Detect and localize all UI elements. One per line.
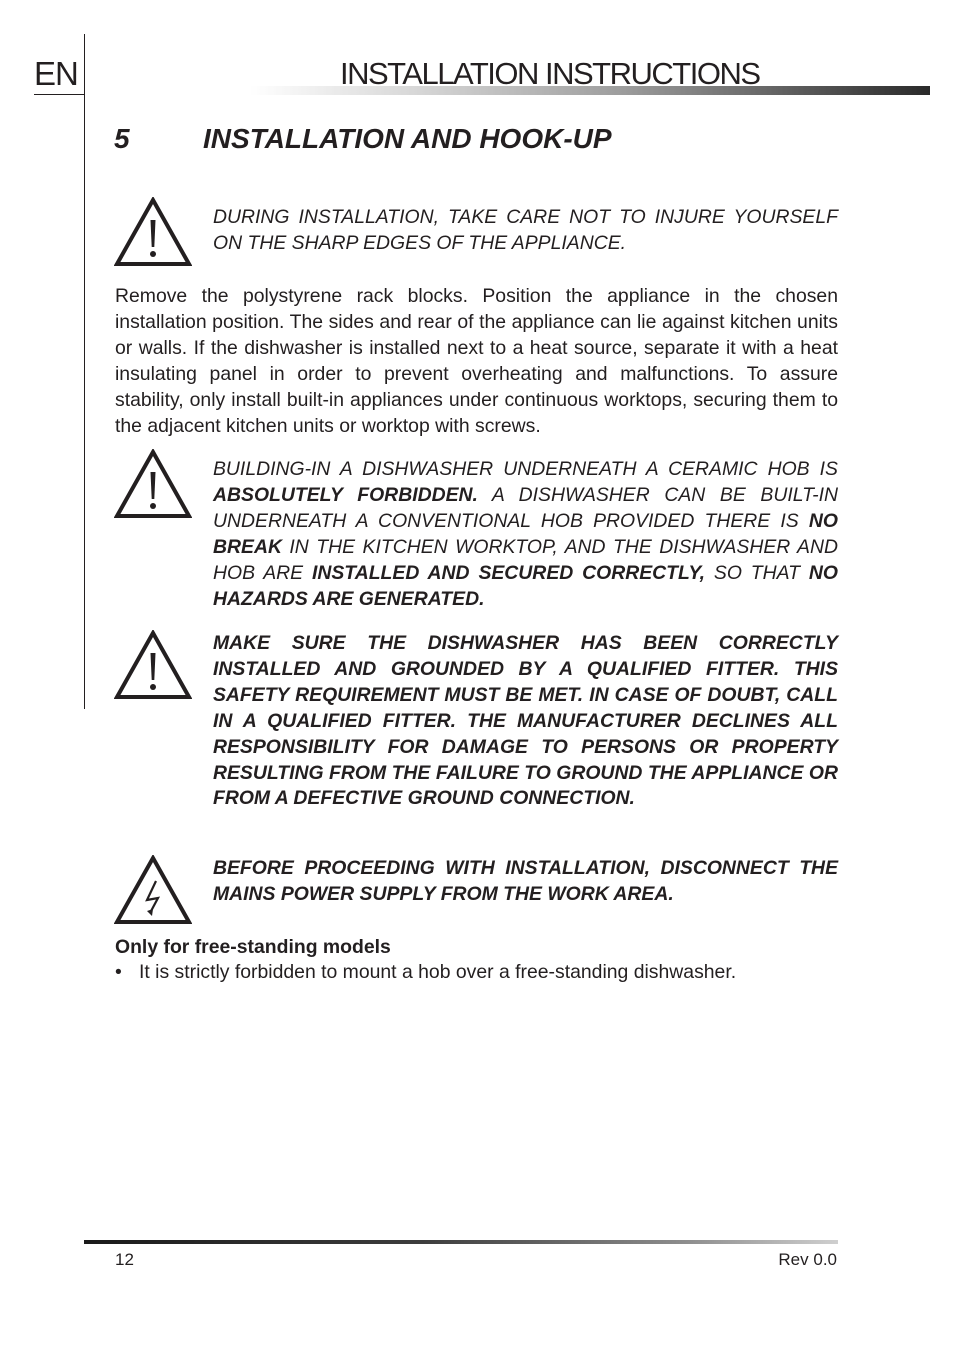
- header-short-rule: [34, 94, 85, 95]
- warning2-text-8: NO HAZARDS ARE GENERATED.: [213, 561, 838, 610]
- free-standing-heading: Only for free-standing models: [115, 936, 391, 958]
- warning-sharp-edges: DURING INSTALLATION, TAKE CARE NOT TO INJURE YOURSELF ON THE SHARP EDGES OF THE APPLIANCE.: [213, 206, 838, 254]
- warning-ceramic-hob: [213, 457, 838, 612]
- section-number: 5: [114, 123, 130, 154]
- electric-hazard-icon: [114, 855, 192, 925]
- warning-triangle-icon: [114, 197, 192, 267]
- warning-triangle-icon: [114, 630, 192, 700]
- section-heading: [114, 121, 612, 157]
- warning-grounding: MAKE SURE THE DISHWASHER HAS BEEN CORRECTLY INSTALLED AND GROUNDED BY A QUALIFIED FITTER. THIS SAFETY REQUIREMENT MUST BE MET. IN CASE OF DOUBT, CALL IN A QUALIFIED FITTER. THE MANUFACTURER DECLINES ALL RESPONSIBILITY FOR DAMAGE TO PERSONS OR PROPERTY RESULTING FROM THE FAILURE TO GROUND THE APPLIANCE OR FROM A DEFECTIVE GROUND CONNECTION.: [213, 632, 838, 810]
- warning2-text-5: IN THE KITCHEN WORKTOP, AND THE DISHWASHER AND HOB ARE: [213, 535, 838, 584]
- language-code: EN: [34, 55, 78, 92]
- warning2-text-6: INSTALLED AND SECURED CORRECTLY,: [311, 561, 705, 584]
- warning2-text-7: SO THAT: [704, 561, 809, 584]
- page-header-title: INSTALLATION INSTRUCTIONS: [340, 56, 760, 91]
- warning2-text-1: BUILDING-IN A DISHWASHER UNDERNEATH A CERAMIC HOB IS: [213, 458, 838, 480]
- installation-paragraph: Remove the polystyrene rack blocks. Position the appliance in the chosen installation position. The sides and rear of the appliance can lie against kitchen units or walls. If the dishwasher is installed next to a heat source, separate it with a heat insulating panel in order to prevent overheating and malfunctions. To assure stability, only install built-in appliances under continuous worktops, securing them to the adjacent kitchen units or worktop with screws.: [115, 285, 838, 437]
- section-title: INSTALLATION AND HOOK-UP: [203, 123, 612, 154]
- left-vertical-rule: [84, 34, 85, 709]
- footer-gradient-bar: [84, 1240, 838, 1244]
- list-item: [115, 960, 736, 985]
- bullet-text: It is strictly forbidden to mount a hob over a free-standing dishwasher.: [139, 961, 737, 983]
- warning2-text-2: ABSOLUTELY FORBIDDEN.: [213, 483, 478, 506]
- revision-label: Rev 0.0: [778, 1250, 837, 1269]
- warning2-text-3: A DISHWASHER CAN BE BUILT-IN UNDERNEATH A CONVENTIONAL HOB PROVIDED THERE IS: [213, 483, 838, 532]
- warning-triangle-icon: [114, 449, 192, 519]
- bullet-symbol: •: [115, 961, 122, 983]
- warning2-text-4: NO BREAK: [213, 509, 838, 558]
- page-number: 12: [115, 1250, 134, 1269]
- warning-disconnect-power: BEFORE PROCEEDING WITH INSTALLATION, DISCONNECT THE MAINS POWER SUPPLY FROM THE WORK AREA.: [213, 857, 838, 905]
